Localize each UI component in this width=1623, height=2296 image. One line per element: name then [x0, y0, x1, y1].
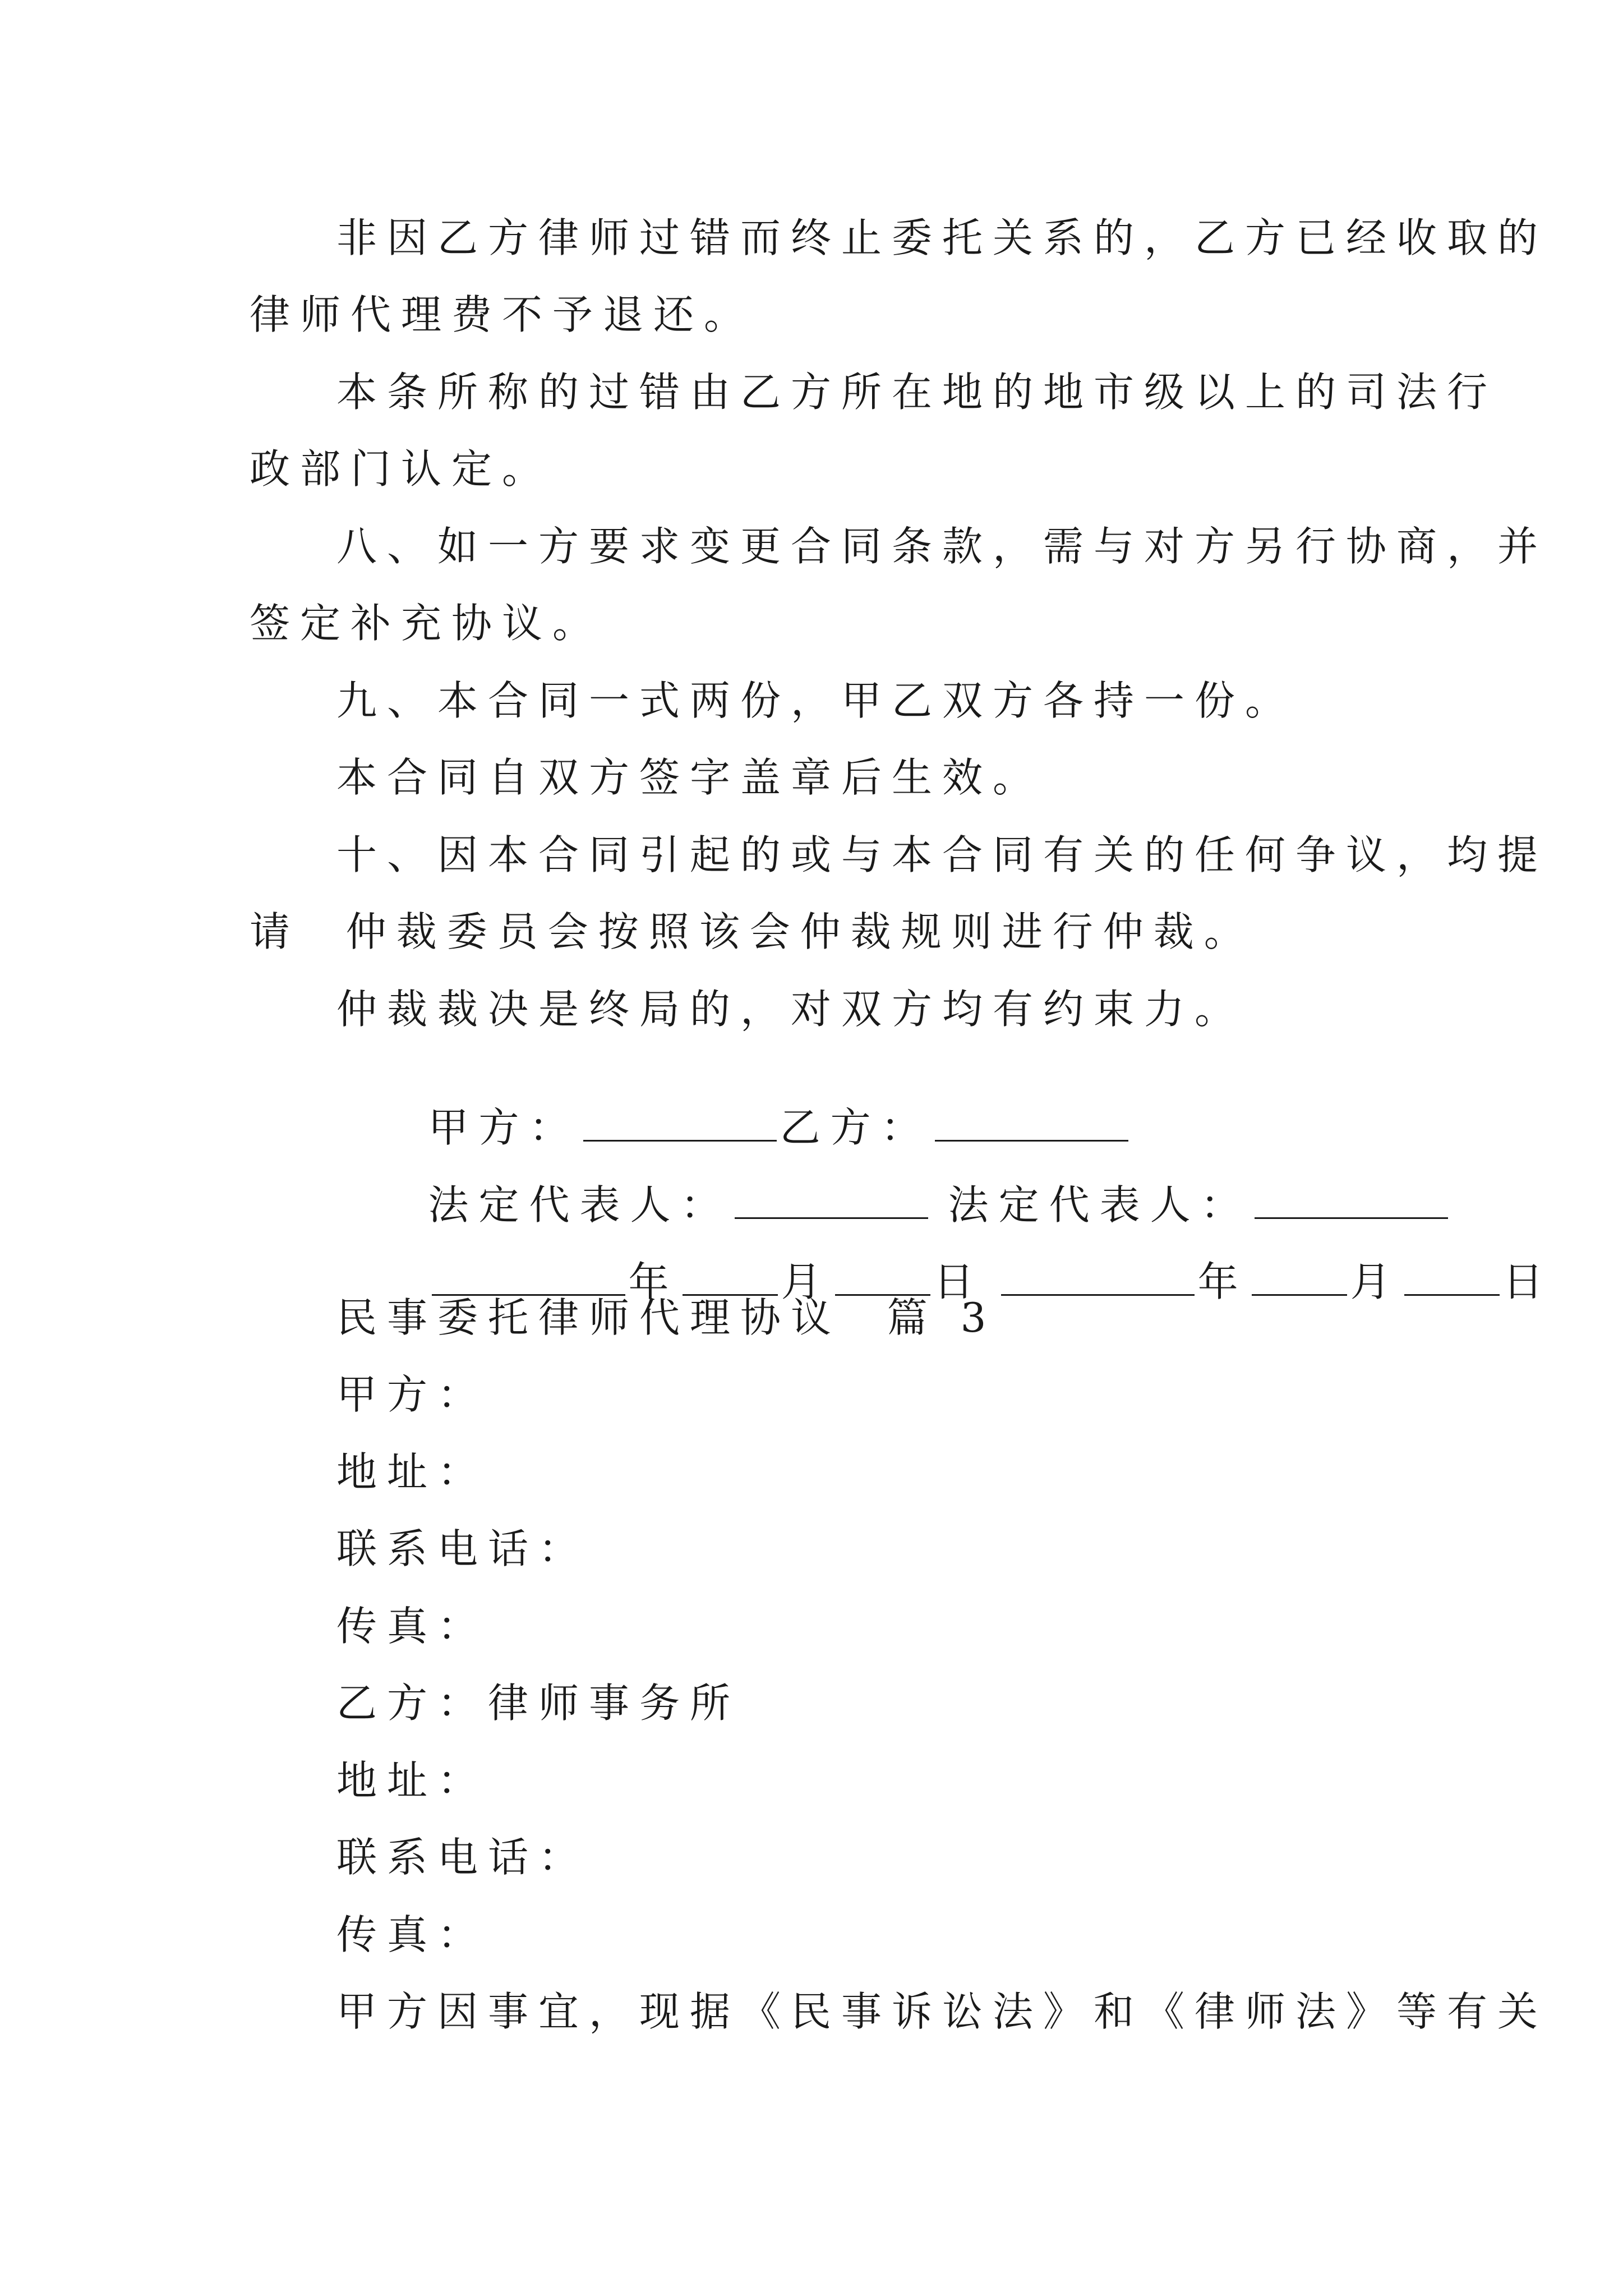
party-b-info-line: 联系电话：: [336, 1834, 589, 1881]
party-a-label: 甲方：: [428, 1104, 580, 1151]
year-label-b: 年: [1197, 1258, 1248, 1305]
party-b-label: 乙方：: [780, 1104, 932, 1151]
paragraph-line: 签定补充协议。: [250, 600, 603, 647]
year-blank-b: [1001, 1260, 1195, 1296]
paragraph-line: 本条所称的过错由乙方所在地的地市级以上的司法行: [336, 369, 1498, 416]
paragraph-line: 非因乙方律师过错而终止委托关系的，乙方已经收取的: [336, 214, 1548, 261]
paragraph-line: 十、因本合同引起的或与本合同有关的任何争议，均提: [336, 831, 1548, 878]
year-label-a: 年: [628, 1258, 679, 1305]
party-b-info-line: 乙方：律师事务所: [336, 1680, 741, 1727]
day-label-b: 日: [1502, 1258, 1553, 1305]
paragraph-line: 本合同自双方签字盖章后生效。: [336, 754, 1044, 801]
party-a-info-line: 甲方：: [336, 1371, 488, 1418]
month-blank-a: [683, 1260, 778, 1296]
legal-rep-blank-a: [735, 1184, 928, 1219]
paragraph-line: 九、本合同一式两份，甲乙双方各持一份。: [336, 677, 1296, 724]
party-a-blank: [583, 1106, 777, 1142]
section-title: 民事委托律师代理协议 篇 3: [336, 1294, 997, 1341]
paragraph-line: 仲裁裁决是终局的，对双方均有约束力。: [336, 986, 1246, 1033]
paragraph-line: 政部门认定。: [250, 445, 553, 493]
party-a-info-line: 地址：: [336, 1448, 488, 1496]
party-b-info-line: 地址：: [336, 1757, 488, 1804]
month-label-b: 月: [1350, 1258, 1401, 1305]
month-label-a: 月: [781, 1258, 832, 1305]
party-b-info-line: 传真：: [336, 1911, 488, 1958]
legal-rep-label-a: 法定代表人：: [428, 1181, 731, 1228]
day-blank-a: [835, 1260, 930, 1296]
paragraph-line: 请 仲裁委员会按照该会仲裁规则进行仲裁。: [250, 908, 1255, 955]
month-blank-b: [1252, 1260, 1347, 1296]
paragraph-line: 律师代理费不予退还。: [250, 291, 755, 338]
closing-line: 甲方因事宜，现据《民事诉讼法》和《律师法》等有关: [336, 1988, 1548, 2035]
year-blank-a: [432, 1260, 625, 1296]
legal-rep-blank-b: [1255, 1184, 1448, 1219]
day-label-a: 日: [933, 1258, 984, 1305]
party-a-info-line: 联系电话：: [336, 1525, 589, 1572]
party-b-blank: [935, 1106, 1128, 1142]
paragraph-line: 八、如一方要求变更合同条款，需与对方另行协商，并: [336, 523, 1548, 570]
day-blank-b: [1404, 1260, 1500, 1296]
party-a-info-line: 传真：: [336, 1603, 488, 1650]
legal-rep-label-b: 法定代表人：: [948, 1181, 1251, 1228]
